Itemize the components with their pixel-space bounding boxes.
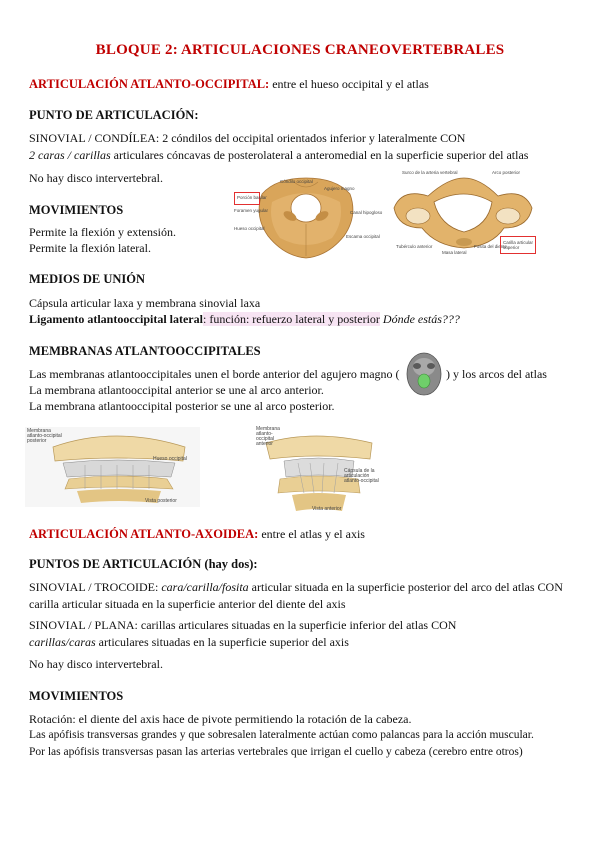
occ-label-6: Escama occipital <box>346 234 380 239</box>
ao-punto-rest: articulares cóncavas de posterolateral a anteromedial en la superficie superior del atlas <box>113 148 529 162</box>
aa-mov-line2: Las apófisis transversas grandes y que sobresalen lateralmente actúan como palancas para la acción muscular. <box>29 729 534 741</box>
ao-ligamento-question: Dónde estás??? <box>382 312 460 326</box>
aa-heading-line <box>29 527 365 542</box>
atlas-label-2: Tubérculo anterior <box>396 244 433 249</box>
aa-plana-line2 <box>29 635 349 650</box>
occ-label-0: Cóndilo occipital <box>280 179 313 184</box>
ant-label-2: Vista anterior <box>312 506 342 512</box>
ao-ligamento-line <box>29 312 460 327</box>
aa-trocoide-type: SINOVIAL / TROCOIDE: <box>29 580 159 594</box>
ao-membranas-heading: MEMBRANAS ATLANTOOCCIPITALES <box>29 344 261 358</box>
atlas-label-3: Masa lateral <box>442 250 467 255</box>
ao-mov-line1: Permite la flexión y extensión. <box>29 225 176 239</box>
ao-ligamento-name: Ligamento atlantooccipital lateral <box>29 312 203 326</box>
atlas-figure <box>388 166 538 258</box>
atlas-label-5: Carilla articular superior <box>503 240 534 250</box>
aa-plana-rest: articulares situadas en la superficie superior del axis <box>98 635 349 649</box>
occ-label-2: Porción basilar <box>237 195 267 200</box>
occ-label-3: Foramen yugular <box>234 208 269 213</box>
occ-label-4: Canal hipogloso <box>350 210 383 215</box>
ao-membranas-line1b: ) y los arcos del atlas <box>446 367 547 381</box>
skull-base-illustration <box>404 351 444 397</box>
ao-membranas-line2: La membrana atlantooccipital anterior se une al arco anterior. <box>29 383 324 397</box>
ao-heading-desc: entre el hueso occipital y el atlas <box>272 77 429 91</box>
ant-label-0: Membrana atlanto-occipital anterior <box>256 426 280 447</box>
aa-disco: No hay disco intervertebral. <box>29 657 163 671</box>
post-label-1: Hueso occipital <box>153 456 187 462</box>
ao-medios-heading: MEDIOS DE UNIÓN <box>29 272 145 286</box>
aa-mov-line1: Rotación: el diente del axis hace de pivote permitiendo la rotación de la cabeza. <box>29 712 412 726</box>
ao-punto-line2 <box>29 148 528 163</box>
aa-puntos-heading: PUNTOS DE ARTICULACIÓN (hay dos): <box>29 557 258 571</box>
ao-heading-line <box>29 77 429 92</box>
ao-punto-line1: SINOVIAL / CONDÍLEA: 2 cóndilos del occipital orientados inferior y lateralmente CON <box>29 131 466 145</box>
ao-mov-heading: MOVIMIENTOS <box>29 203 124 217</box>
occ-label-1: Agujero magno <box>324 186 355 191</box>
ao-membranas-line3: La membrana atlantooccipital posterior se une al arco posterior. <box>29 399 335 413</box>
occipital-bone-illustration <box>232 172 383 262</box>
aa-trocoide-carilla: cara/carilla/fosita <box>161 580 249 594</box>
aa-mov-heading: MOVIMIENTOS <box>29 689 124 703</box>
aa-heading-desc: entre el atlas y el axis <box>261 527 365 541</box>
ant-label-1: Cápsula de la articulación atlanto-occipital <box>344 468 379 484</box>
atlas-label-4: Fosita del diente <box>474 244 508 249</box>
ao-ligamento-funcion: : función: refuerzo lateral y posterior <box>202 312 380 326</box>
occ-red-box <box>234 192 267 205</box>
ao-punto-heading: PUNTO DE ARTICULACIÓN: <box>29 108 199 122</box>
ao-membranas-line1a: Las membranas atlantooccipitales unen el borde anterior del agujero magno ( <box>29 367 400 381</box>
aa-trocoide-rest: articular situada en la superficie posterior del arco del atlas CON <box>251 580 563 594</box>
document-title: BLOQUE 2: ARTICULACIONES CRANEOVERTEBRALES <box>95 42 505 58</box>
aa-plana-line1: SINOVIAL / PLANA: carillas articulares situadas en la superficie inferior del atlas CON <box>29 618 457 632</box>
posterior-membrane-figure <box>25 427 200 507</box>
ao-disco: No hay disco intervertebral. <box>29 171 163 185</box>
post-label-0: Membrana atlanto-occipital posterior <box>27 428 62 444</box>
occ-label-5: Hueso occipital <box>234 226 265 231</box>
aa-trocoide-line2: carilla articular situada en la superficie anterior del diente del axis <box>29 597 346 611</box>
aa-trocoide-line1 <box>29 580 563 595</box>
skull-base-figure <box>404 351 444 397</box>
atlas-label-0: Surco de la arteria vertebral <box>402 170 458 175</box>
aa-heading: ARTICULACIÓN ATLANTO-AXOIDEA: <box>29 527 259 541</box>
ao-medios-line1: Cápsula articular laxa y membrana sinovial laxa <box>29 296 261 310</box>
ao-heading: ARTICULACIÓN ATLANTO-OCCIPITAL: <box>29 77 270 91</box>
aa-mov-line3: Por las apófisis transversas pasan las arterias vertebrales que irrigan el cuello y cabeza (cerebro entre otros) <box>29 746 523 758</box>
ao-punto-caras: 2 caras / carillas <box>29 148 111 162</box>
atlas-red-box <box>500 236 536 254</box>
occipital-bone-figure <box>232 172 383 262</box>
ao-mov-line2: Permite la flexión lateral. <box>29 241 151 255</box>
anterior-membrane-figure <box>254 427 382 517</box>
aa-plana-carillas: carillas/caras <box>29 635 96 649</box>
atlas-label-1: Arco posterior <box>492 170 521 175</box>
post-label-2: Vista posterior <box>145 498 177 504</box>
